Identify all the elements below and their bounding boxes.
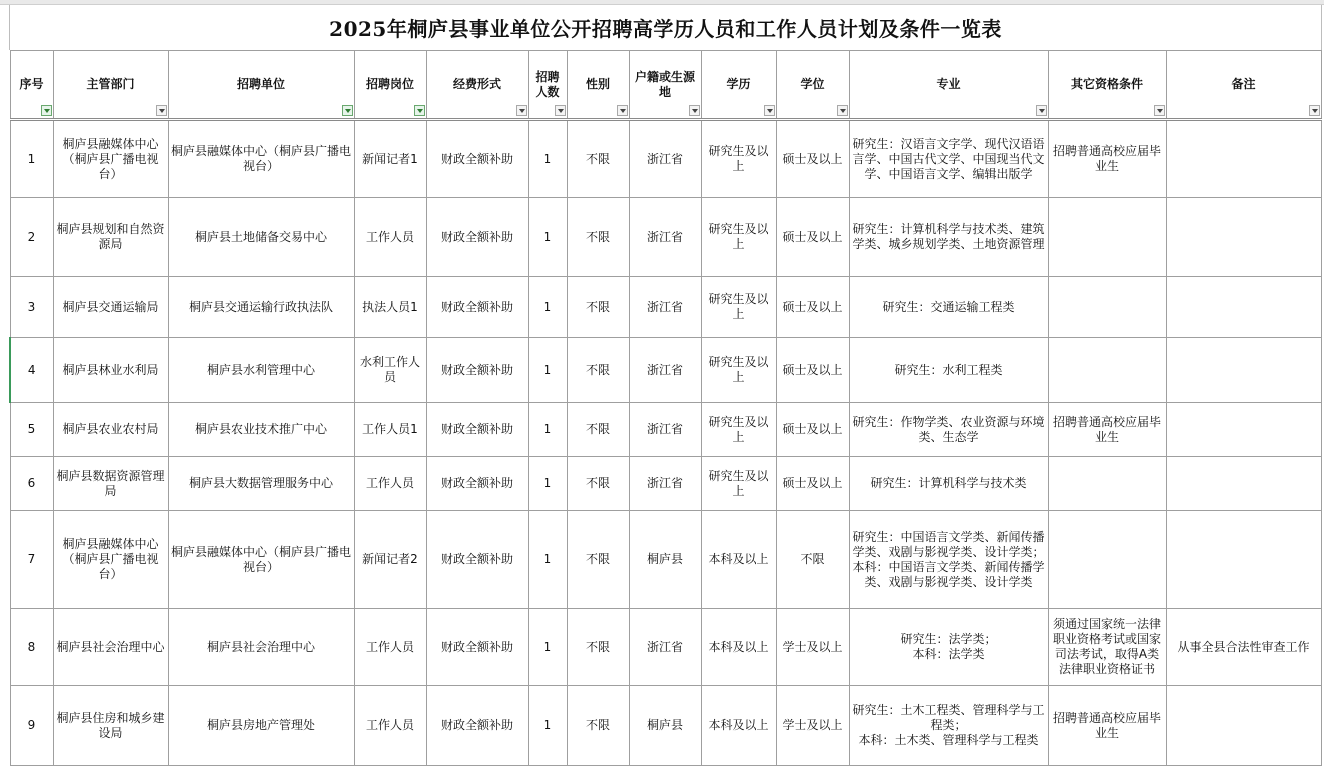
cell-dept[interactable]: 桐庐县融媒体中心（桐庐县广播电视台） bbox=[53, 511, 168, 609]
cell-no[interactable]: 7 bbox=[10, 511, 53, 609]
cell-sex[interactable]: 不限 bbox=[567, 277, 629, 338]
cell-remark[interactable] bbox=[1166, 511, 1321, 609]
cell-major[interactable]: 研究生：计算机科学与技术类 bbox=[849, 457, 1048, 511]
cell-other[interactable] bbox=[1048, 511, 1166, 609]
filter-dropdown-icon[interactable] bbox=[1154, 105, 1165, 116]
cell-post[interactable]: 工作人员 bbox=[354, 686, 426, 766]
cell-sex[interactable]: 不限 bbox=[567, 609, 629, 686]
cell-other[interactable] bbox=[1048, 457, 1166, 511]
title-cell[interactable] bbox=[9, 5, 1322, 50]
cell-no[interactable]: 1 bbox=[10, 120, 53, 198]
cell-no[interactable]: 4 bbox=[10, 338, 53, 403]
filter-dropdown-icon[interactable] bbox=[689, 105, 700, 116]
cell-num[interactable]: 1 bbox=[528, 338, 567, 403]
cell-fund[interactable]: 财政全额补助 bbox=[426, 457, 528, 511]
header-cell: 户籍或生源地 bbox=[629, 51, 701, 120]
cell-sex[interactable]: 不限 bbox=[567, 198, 629, 277]
cell-no[interactable]: 5 bbox=[10, 403, 53, 457]
cell-origin[interactable]: 浙江省 bbox=[629, 457, 701, 511]
filter-dropdown-icon[interactable] bbox=[764, 105, 775, 116]
cell-dept[interactable]: 桐庐县农业农村局 bbox=[53, 403, 168, 457]
cell-major[interactable]: 研究生：作物学类、农业资源与环境类、生态学 bbox=[849, 403, 1048, 457]
cell-edu[interactable]: 研究生及以上 bbox=[701, 403, 776, 457]
cell-remark[interactable] bbox=[1166, 457, 1321, 511]
cell-unit[interactable]: 桐庐县大数据管理服务中心 bbox=[168, 457, 354, 511]
cell-edu[interactable]: 研究生及以上 bbox=[701, 277, 776, 338]
table-row bbox=[10, 403, 1321, 457]
cell-fund[interactable]: 财政全额补助 bbox=[426, 120, 528, 198]
cell-dept[interactable]: 桐庐县交通运输局 bbox=[53, 277, 168, 338]
cell-no[interactable]: 8 bbox=[10, 609, 53, 686]
table-row bbox=[10, 609, 1321, 686]
cell-dept[interactable]: 桐庐县社会治理中心 bbox=[53, 609, 168, 686]
cell-num[interactable]: 1 bbox=[528, 277, 567, 338]
cell-origin[interactable]: 浙江省 bbox=[629, 403, 701, 457]
filter-dropdown-icon[interactable] bbox=[41, 105, 52, 116]
cell-other[interactable]: 招聘普通高校应届毕业生 bbox=[1048, 686, 1166, 766]
filter-dropdown-icon[interactable] bbox=[342, 105, 353, 116]
table-row bbox=[10, 457, 1321, 511]
cell-sex[interactable]: 不限 bbox=[567, 120, 629, 198]
cell-post[interactable]: 水利工作人员 bbox=[354, 338, 426, 403]
cell-other[interactable] bbox=[1048, 277, 1166, 338]
cell-major[interactable]: 研究生：计算机科学与技术类、建筑学类、城乡规划学类、土地资源管理 bbox=[849, 198, 1048, 277]
cell-unit[interactable]: 桐庐县房地产管理处 bbox=[168, 686, 354, 766]
header-cell: 经费形式 bbox=[426, 51, 528, 120]
cell-unit[interactable]: 桐庐县土地储备交易中心 bbox=[168, 198, 354, 277]
cell-dept[interactable]: 桐庐县数据资源管理局 bbox=[53, 457, 168, 511]
cell-post[interactable]: 工作人员1 bbox=[354, 403, 426, 457]
cell-fund[interactable]: 财政全额补助 bbox=[426, 338, 528, 403]
header-cell: 备注 bbox=[1166, 51, 1321, 120]
cell-edu[interactable]: 本科及以上 bbox=[701, 511, 776, 609]
table-row bbox=[10, 198, 1321, 277]
cell-dept[interactable]: 桐庐县住房和城乡建设局 bbox=[53, 686, 168, 766]
cell-degree[interactable]: 硕士及以上 bbox=[776, 338, 849, 403]
cell-degree[interactable]: 硕士及以上 bbox=[776, 403, 849, 457]
filter-dropdown-icon[interactable] bbox=[837, 105, 848, 116]
table-row bbox=[10, 277, 1321, 338]
cell-num[interactable]: 1 bbox=[528, 686, 567, 766]
cell-sex[interactable]: 不限 bbox=[567, 686, 629, 766]
cell-unit[interactable]: 桐庐县交通运输行政执法队 bbox=[168, 277, 354, 338]
cell-remark[interactable] bbox=[1166, 277, 1321, 338]
filter-dropdown-icon[interactable] bbox=[414, 105, 425, 116]
cell-dept[interactable]: 桐庐县规划和自然资源局 bbox=[53, 198, 168, 277]
cell-dept[interactable]: 桐庐县融媒体中心（桐庐县广播电视台） bbox=[53, 120, 168, 198]
cell-num[interactable]: 1 bbox=[528, 457, 567, 511]
header-cell: 招聘单位 bbox=[168, 51, 354, 120]
cell-origin[interactable]: 桐庐县 bbox=[629, 511, 701, 609]
cell-edu[interactable]: 研究生及以上 bbox=[701, 338, 776, 403]
cell-major[interactable]: 研究生：土木工程类、管理科学与工程类； 本科：土木类、管理科学与工程类 bbox=[849, 686, 1048, 766]
cell-major[interactable]: 研究生：中国语言文学类、新闻传播学类、戏剧与影视学类、设计学类； 本科：中国语言文学类、新闻传播学类、戏剧与影视学类、设计学类 bbox=[849, 511, 1048, 609]
cell-unit[interactable]: 桐庐县社会治理中心 bbox=[168, 609, 354, 686]
cell-post[interactable]: 新闻记者1 bbox=[354, 120, 426, 198]
cell-origin[interactable]: 浙江省 bbox=[629, 120, 701, 198]
cell-fund[interactable]: 财政全额补助 bbox=[426, 198, 528, 277]
cell-post[interactable]: 执法人员1 bbox=[354, 277, 426, 338]
cell-no[interactable]: 6 bbox=[10, 457, 53, 511]
cell-no[interactable]: 3 bbox=[10, 277, 53, 338]
header-cell: 主管部门 bbox=[53, 51, 168, 120]
cell-no[interactable]: 9 bbox=[10, 686, 53, 766]
cell-fund[interactable]: 财政全额补助 bbox=[426, 609, 528, 686]
cell-num[interactable]: 1 bbox=[528, 511, 567, 609]
header-cell: 招聘人数 bbox=[528, 51, 567, 120]
cell-sex[interactable]: 不限 bbox=[567, 338, 629, 403]
header-cell: 序号 bbox=[10, 51, 53, 120]
cell-unit[interactable]: 桐庐县融媒体中心（桐庐县广播电视台） bbox=[168, 511, 354, 609]
cell-major[interactable]: 研究生：交通运输工程类 bbox=[849, 277, 1048, 338]
cell-unit[interactable]: 桐庐县农业技术推广中心 bbox=[168, 403, 354, 457]
cell-other[interactable]: 招聘普通高校应届毕业生 bbox=[1048, 403, 1166, 457]
cell-num[interactable]: 1 bbox=[528, 198, 567, 277]
cell-edu[interactable]: 研究生及以上 bbox=[701, 120, 776, 198]
cell-major[interactable]: 研究生：水利工程类 bbox=[849, 338, 1048, 403]
cell-degree[interactable]: 不限 bbox=[776, 511, 849, 609]
cell-num[interactable]: 1 bbox=[528, 403, 567, 457]
cell-edu[interactable]: 本科及以上 bbox=[701, 686, 776, 766]
page-title: 2025年桐庐县事业单位公开招聘高学历人员和工作人员计划及条件一览表 bbox=[329, 17, 1002, 41]
header-cell: 招聘岗位 bbox=[354, 51, 426, 120]
cell-fund[interactable]: 财政全额补助 bbox=[426, 277, 528, 338]
table-row bbox=[10, 338, 1321, 403]
cell-origin[interactable]: 浙江省 bbox=[629, 609, 701, 686]
cell-post[interactable]: 工作人员 bbox=[354, 198, 426, 277]
cell-degree[interactable]: 硕士及以上 bbox=[776, 277, 849, 338]
cell-sex[interactable]: 不限 bbox=[567, 403, 629, 457]
cell-unit[interactable]: 桐庐县水利管理中心 bbox=[168, 338, 354, 403]
header-cell: 性别 bbox=[567, 51, 629, 120]
cell-other[interactable]: 招聘普通高校应届毕业生 bbox=[1048, 120, 1166, 198]
filter-dropdown-icon[interactable] bbox=[1036, 105, 1047, 116]
header-cell: 学历 bbox=[701, 51, 776, 120]
header-cell: 专业 bbox=[849, 51, 1048, 120]
cell-degree[interactable]: 硕士及以上 bbox=[776, 120, 849, 198]
cell-edu[interactable]: 本科及以上 bbox=[701, 609, 776, 686]
filter-dropdown-icon[interactable] bbox=[555, 105, 566, 116]
cell-edu[interactable]: 研究生及以上 bbox=[701, 198, 776, 277]
cell-no[interactable]: 2 bbox=[10, 198, 53, 277]
filter-dropdown-icon[interactable] bbox=[156, 105, 167, 116]
cell-origin[interactable]: 桐庐县 bbox=[629, 686, 701, 766]
cell-major[interactable]: 研究生：法学类； 本科：法学类 bbox=[849, 609, 1048, 686]
header-row bbox=[10, 51, 1321, 120]
cell-fund[interactable]: 财政全额补助 bbox=[426, 686, 528, 766]
cell-major[interactable]: 研究生：汉语言文字学、现代汉语语言学、中国古代文学、中国现当代文学、中国语言文学、编辑出版学 bbox=[849, 120, 1048, 198]
cell-edu[interactable]: 研究生及以上 bbox=[701, 457, 776, 511]
recruitment-table bbox=[9, 50, 1322, 766]
filter-dropdown-icon[interactable] bbox=[617, 105, 628, 116]
cell-num[interactable]: 1 bbox=[528, 120, 567, 198]
cell-other[interactable] bbox=[1048, 338, 1166, 403]
cell-remark[interactable] bbox=[1166, 198, 1321, 277]
cell-fund[interactable]: 财政全额补助 bbox=[426, 403, 528, 457]
filter-dropdown-icon[interactable] bbox=[1309, 105, 1320, 116]
cell-degree[interactable]: 学士及以上 bbox=[776, 686, 849, 766]
cell-fund[interactable]: 财政全额补助 bbox=[426, 511, 528, 609]
header-cell: 学位 bbox=[776, 51, 849, 120]
cell-sex[interactable]: 不限 bbox=[567, 511, 629, 609]
cell-remark[interactable] bbox=[1166, 120, 1321, 198]
cell-unit[interactable]: 桐庐县融媒体中心（桐庐县广播电视台） bbox=[168, 120, 354, 198]
header-cell: 其它资格条件 bbox=[1048, 51, 1166, 120]
cell-origin[interactable]: 浙江省 bbox=[629, 198, 701, 277]
cell-other[interactable]: 须通过国家统一法律职业资格考试或国家司法考试，取得A类法律职业资格证书 bbox=[1048, 609, 1166, 686]
cell-remark[interactable]: 从事全县合法性审查工作 bbox=[1166, 609, 1321, 686]
cell-degree[interactable]: 硕士及以上 bbox=[776, 457, 849, 511]
cell-post[interactable]: 工作人员 bbox=[354, 457, 426, 511]
table-row bbox=[10, 511, 1321, 609]
cell-post[interactable]: 工作人员 bbox=[354, 609, 426, 686]
cell-remark[interactable] bbox=[1166, 686, 1321, 766]
cell-degree[interactable]: 硕士及以上 bbox=[776, 198, 849, 277]
cell-degree[interactable]: 学士及以上 bbox=[776, 609, 849, 686]
cell-remark[interactable] bbox=[1166, 338, 1321, 403]
table-row bbox=[10, 120, 1321, 198]
cell-num[interactable]: 1 bbox=[528, 609, 567, 686]
cell-origin[interactable]: 浙江省 bbox=[629, 338, 701, 403]
cell-other[interactable] bbox=[1048, 198, 1166, 277]
cell-post[interactable]: 新闻记者2 bbox=[354, 511, 426, 609]
cell-origin[interactable]: 浙江省 bbox=[629, 277, 701, 338]
table-row bbox=[10, 686, 1321, 766]
filter-dropdown-icon[interactable] bbox=[516, 105, 527, 116]
cell-sex[interactable]: 不限 bbox=[567, 457, 629, 511]
cell-remark[interactable] bbox=[1166, 403, 1321, 457]
cell-dept[interactable]: 桐庐县林业水利局 bbox=[53, 338, 168, 403]
